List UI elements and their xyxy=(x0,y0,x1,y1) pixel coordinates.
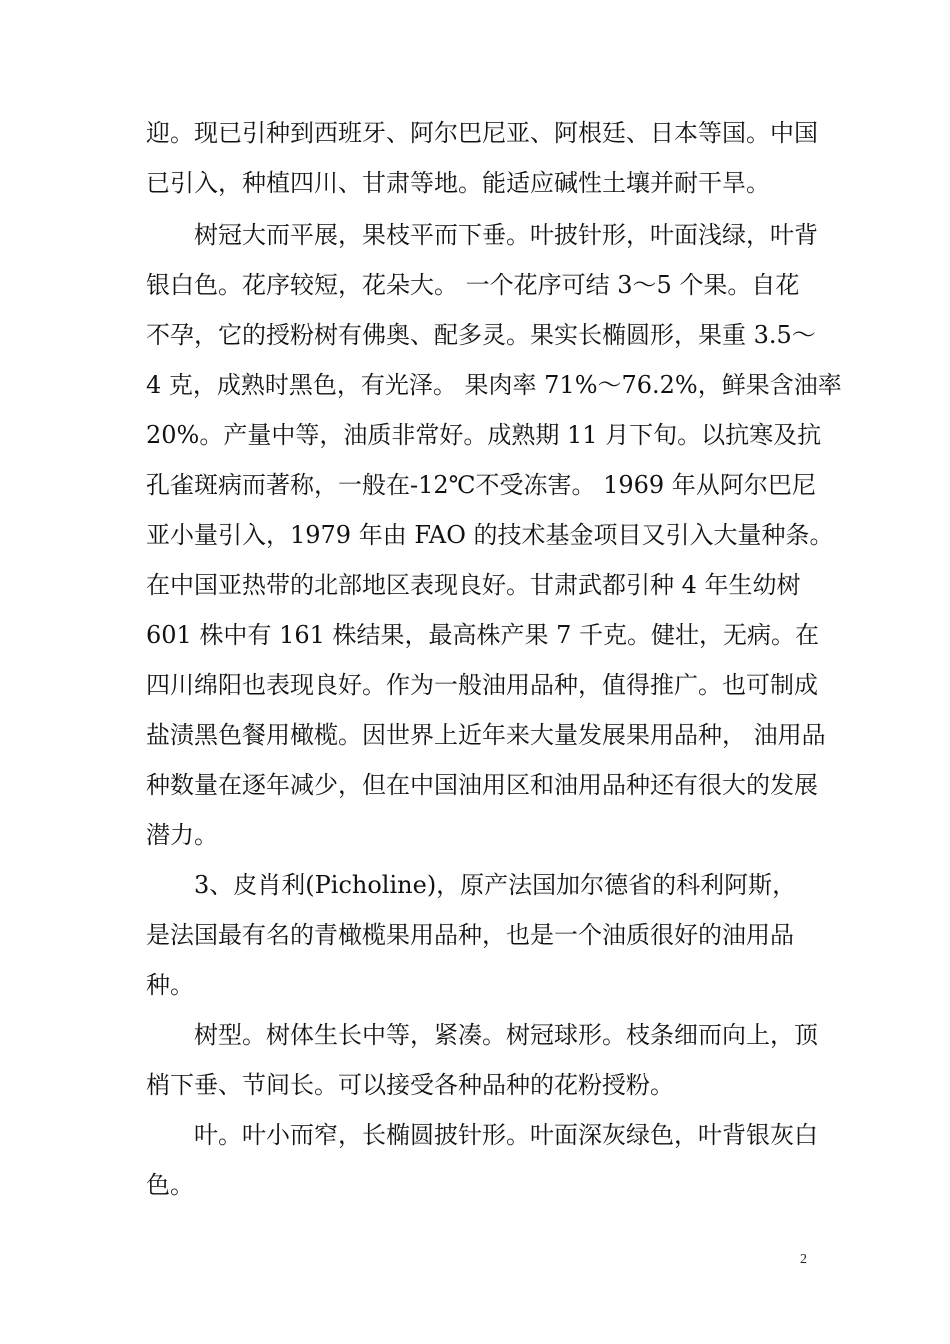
text-line: 孔雀斑病而著称，一般在-12℃不受冻害。 1969 年从阿尔巴尼 xyxy=(146,471,816,499)
text-line: 亚小量引入，1979 年由 FAO 的技术基金项目又引入大量种条。 xyxy=(146,521,834,549)
text-line: 四川绵阳也表现良好。作为一般油用品种，值得推广。也可制成 xyxy=(146,671,818,699)
text-line: 潜力。 xyxy=(146,821,218,849)
text-line: 不孕，它的授粉树有佛奥、配多灵。果实长椭圆形，果重 3.5～ xyxy=(146,321,816,349)
text-line: 4 克，成熟时黑色，有光泽。 果肉率 71%～76.2%，鲜果含油率 xyxy=(146,371,842,399)
text-line: 色。 xyxy=(146,1171,194,1199)
page-number: 2 xyxy=(800,1252,807,1267)
text-line: 601 株中有 161 株结果，最高株产果 7 千克。健壮，无病。在 xyxy=(146,621,820,649)
text-line: 树冠大而平展，果枝平而下垂。叶披针形，叶面浅绿，叶背 xyxy=(194,221,818,249)
text-line: 盐渍黑色餐用橄榄。因世界上近年来大量发展果用品种， 油用品 xyxy=(146,721,826,749)
text-line: 银白色。花序较短，花朵大。 一个花序可结 3～5 个果。自花 xyxy=(146,271,800,299)
section-heading-line: 3、皮肖利(Picholine)，原产法国加尔德省的科利阿斯， xyxy=(194,871,797,899)
text-line: 已引入，种植四川、甘肃等地。能适应碱性土壤并耐干旱。 xyxy=(146,169,770,197)
text-line: 是法国最有名的青橄榄果用品种，也是一个油质很好的油用品 xyxy=(146,921,794,949)
text-line: 种数量在逐年减少，但在中国油用区和油用品种还有很大的发展 xyxy=(146,771,818,799)
text-line: 迎。现已引种到西班牙、阿尔巴尼亚、阿根廷、日本等国。中国 xyxy=(146,119,818,147)
text-line: 叶。叶小而窄，长椭圆披针形。叶面深灰绿色，叶背银灰白 xyxy=(194,1121,818,1149)
text-line: 梢下垂、节间长。可以接受各种品种的花粉授粉。 xyxy=(146,1071,674,1099)
text-line: 在中国亚热带的北部地区表现良好。甘肃武都引种 4 年生幼树 xyxy=(146,571,801,599)
text-line: 种。 xyxy=(146,971,194,999)
text-line: 树型。树体生长中等，紧凑。树冠球形。枝条细而向上，顶 xyxy=(194,1021,818,1049)
text-line: 20%。产量中等，油质非常好。成熟期 11 月下旬。以抗寒及抗 xyxy=(146,421,822,449)
